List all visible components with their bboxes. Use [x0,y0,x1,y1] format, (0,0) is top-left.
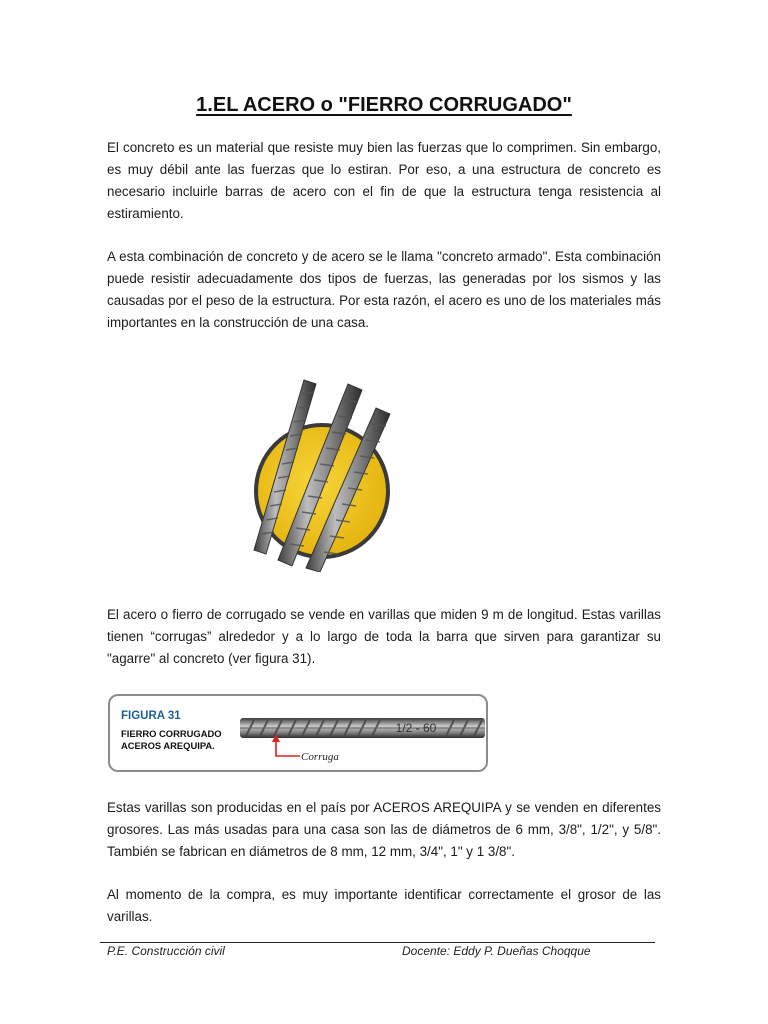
paragraph-aceros-arequipa: Estas varillas son producidas en el país por ACEROS AREQUIPA y se venden en diferentes grosores. Las más usadas para una casa son las de diámetros de 6 mm, 3/8", 1/2", y 5/8". También se fabrican en diámetros de 8 mm, 12 mm, 3/4", 1" y 1 3/8". [107,800,661,859]
figure-31 [108,694,488,772]
figure-title: FIGURA 31 [121,710,181,722]
footer-teacher: Docente: Eddy P. Dueñas Choqque [402,944,591,958]
figure-subtitle-line2: ACEROS AREQUIPA. [121,740,215,751]
paragraph-compra: Al momento de la compra, es muy importante identificar correctamente el grosor de las varillas. [107,887,661,924]
corrugated-rod-image [240,712,485,764]
paragraph-intro: El concreto es un material que resiste muy bien las fuerzas que lo comprimen. Sin embargo, es muy débil ante las fuerzas que lo estiran. Por eso, a una estructura de concreto es necesario incluirle barras de acero con el fin de que la estructura tenga resistencia al estiramiento. [107,140,661,221]
footer-divider [100,942,655,943]
figure-subtitle-line1: FIERRO CORRUGADO [121,728,222,739]
footer-course: P.E. Construcción civil [107,944,225,958]
page-title-text: 1.EL ACERO o "FIERRO CORRUGADO" [196,94,572,116]
paragraph-concreto-armado: A esta combinación de concreto y de acero se le llama "concreto armado". Esta combinación puede resistir adecuadamente dos tipos de fuerzas, las generadas por los sismos y las causadas por el peso de la estructura. Por esta razón, el acero es uno de los materiales más importantes en la construcción de una casa. [107,249,661,330]
corrugated-bars-illustration [244,364,394,572]
figure-subtitle [121,728,251,752]
callout-label: Corruga [301,751,339,763]
rod-marking: 1/2 - 60 [395,721,437,735]
paragraph-varillas: El acero o fierro de corrugado se vende en varillas que miden 9 m de longitud. Estas varillas tienen “corrugas” alrededor y a lo largo de toda la barra que sirven para garantizar su "agarre" al concreto (ver figura 31). [107,607,661,666]
page-title [0,94,768,117]
callout-arrow [276,736,300,756]
